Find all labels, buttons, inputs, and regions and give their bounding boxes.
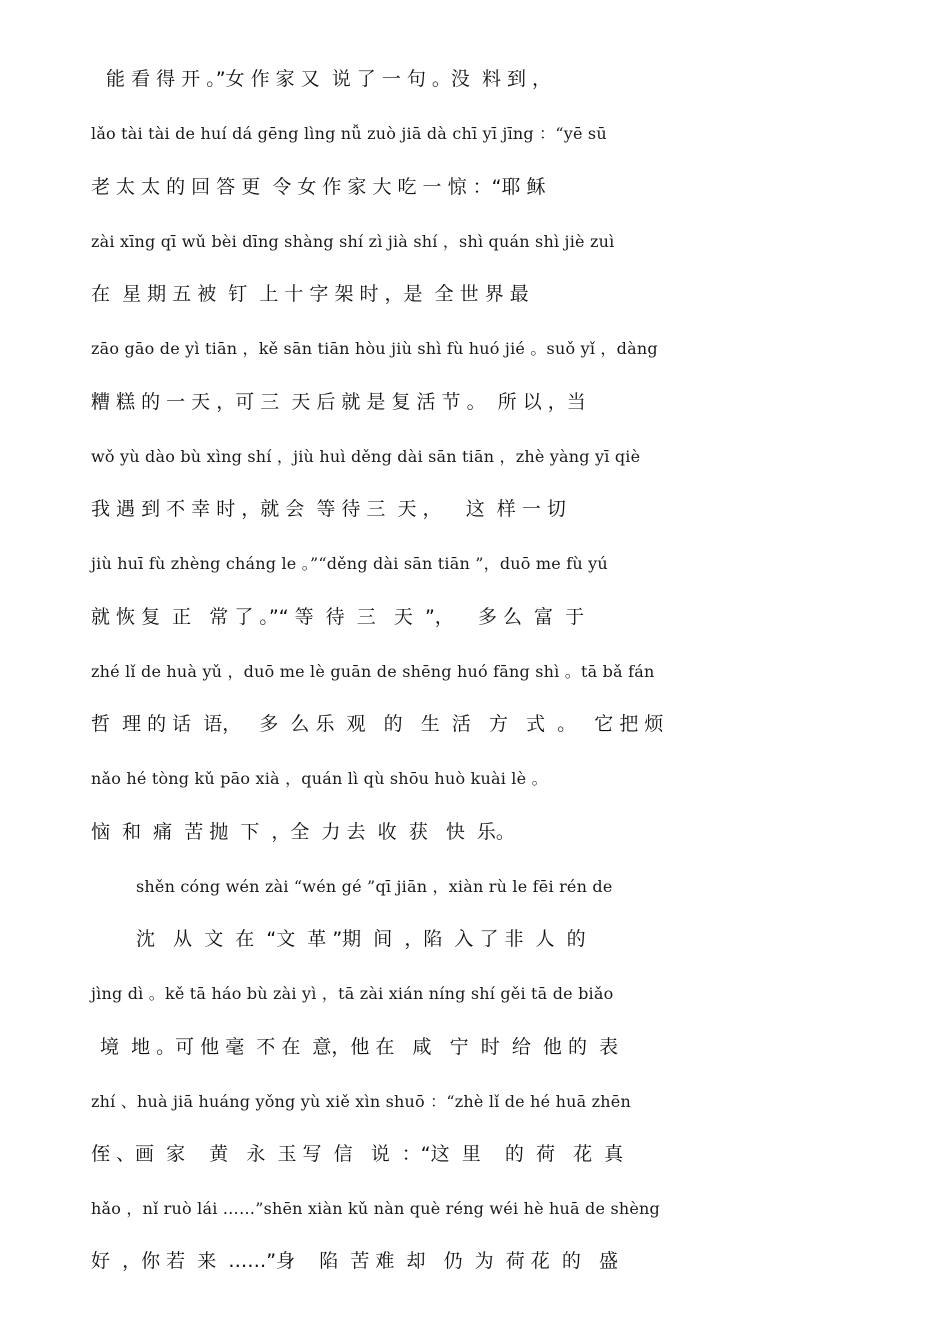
pinyin-line: zāo gāo de yì tiān ，kě sān tiān hòu jiù shì fù huó jié 。suǒ yǐ ，dàng xyxy=(91,339,658,358)
pinyin-line: zhí 、huà jiā huáng yǒng yù xiě xìn shuō ：“zhè lǐ de hé huā zhēn xyxy=(91,1092,631,1111)
hanzi-line: 就 恢 复 正 常 了 。”“ 等 待 三 天 ”， 多 么 富 于 xyxy=(91,606,585,628)
pinyin-line: hǎo ，nǐ ruò lái ……”shēn xiàn kǔ nàn què réng wéi hè huā de shèng xyxy=(91,1199,660,1218)
pinyin-line: zhé lǐ de huà yǔ ，duō me lè guān de shēng huó fāng shì 。tā bǎ fán xyxy=(91,662,655,681)
hanzi-line: 沈 从 文 在 “文 革 ”期 间 ，陷 入 了 非 人 的 xyxy=(136,928,586,950)
pinyin-line: jiù huī fù zhèng cháng le 。”“děng dài sān tiān ”，duō me fù yú xyxy=(91,554,608,573)
hanzi-line: 境 地 。可 他 毫 不 在 意，他 在 咸 宁 时 给 他 的 表 xyxy=(100,1036,619,1058)
hanzi-line: 侄 、画 家 黄 永 玉 写 信 说 ：“这 里 的 荷 花 真 xyxy=(91,1143,624,1165)
pinyin-line: shěn cóng wén zài “wén gé ”qī jiān ，xiàn rù le fēi rén de xyxy=(136,877,613,896)
hanzi-line: 恼 和 痛 苦 抛 下 ，全 力 去 收 获 快 乐。 xyxy=(91,821,515,843)
pinyin-line: zài xīng qī wǔ bèi dīng shàng shí zì jià shí ，shì quán shì jiè zuì xyxy=(91,232,615,251)
hanzi-line: 能 看 得 开 。”女 作 家 又 说 了 一 句 。没 料 到 ， xyxy=(100,68,552,90)
pinyin-line: wǒ yù dào bù xìng shí ，jiù huì děng dài sān tiān ，zhè yàng yī qiè xyxy=(91,447,641,466)
pinyin-line: jìng dì 。kě tā háo bù zài yì ，tā zài xián níng shí gěi tā de biǎo xyxy=(91,984,614,1003)
hanzi-line: 在 星 期 五 被 钉 上 十 字 架 时 ，是 全 世 界 最 xyxy=(91,283,529,305)
hanzi-line: 哲 理 的 话 语， 多 么 乐 观 的 生 活 方 式 。 它 把 烦 xyxy=(91,713,664,735)
hanzi-line: 我 遇 到 不 幸 时 ，就 会 等 待 三 天 ， 这 样 一 切 xyxy=(91,498,566,520)
hanzi-line: 糟 糕 的 一 天 ，可 三 天 后 就 是 复 活 节 。 所 以 ，当 xyxy=(91,391,586,413)
pinyin-line: lǎo tài tài de huí dá gēng lìng nǚ zuò jiā dà chī yī jīng ：“yē sū xyxy=(91,124,607,143)
hanzi-line: 老 太 太 的 回 答 更 令 女 作 家 大 吃 一 惊 ：“耶 稣 xyxy=(91,176,546,198)
hanzi-line: 好 ，你 若 来 ……”身 陷 苦 难 却 仍 为 荷 花 的 盛 xyxy=(91,1250,618,1272)
pinyin-line: nǎo hé tòng kǔ pāo xià ，quán lì qù shōu huò kuài lè 。 xyxy=(91,769,548,788)
